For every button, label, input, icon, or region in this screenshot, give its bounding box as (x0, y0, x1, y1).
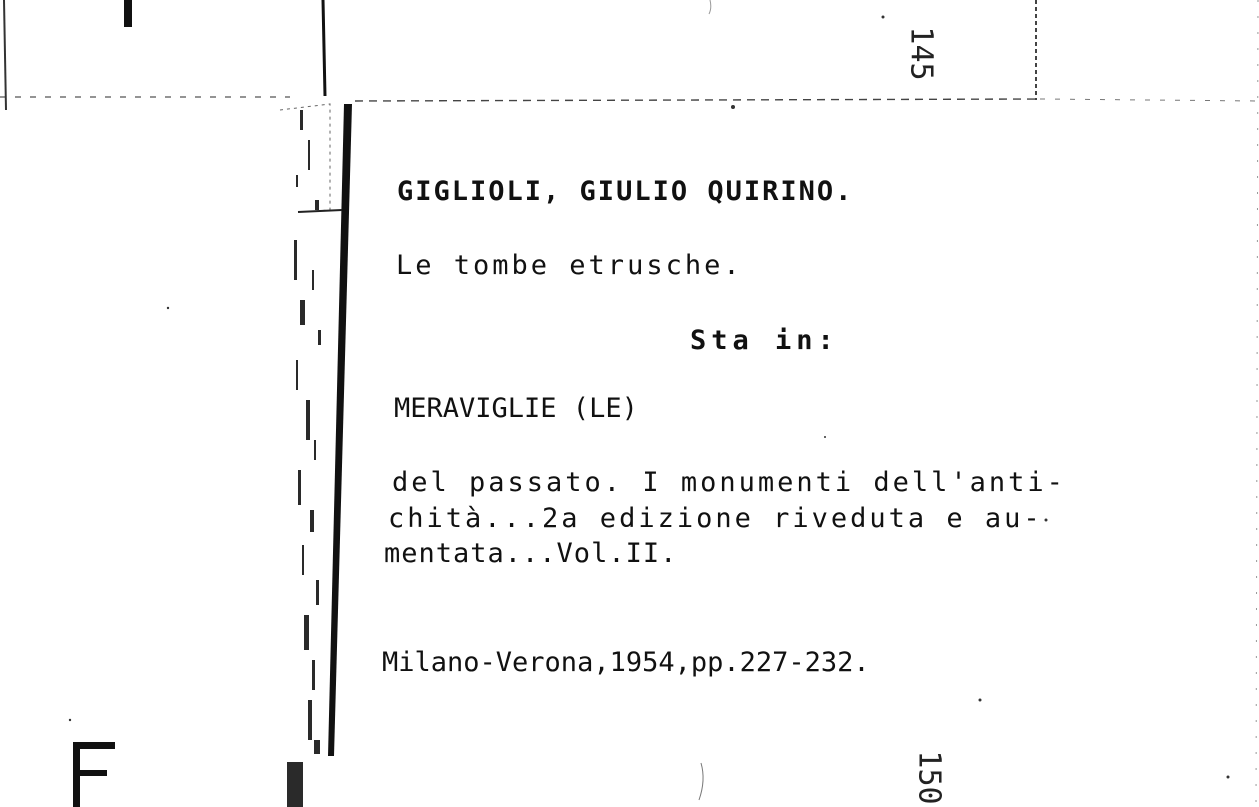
card-description-line: chità...2a edizione riveduta e au- (388, 503, 1043, 534)
card-title: Le tombe etrusche. (396, 250, 743, 281)
card-description-line: mentata...Vol.II. (384, 538, 678, 569)
margin-number-top: 145 (903, 26, 939, 81)
card-description-line: del passato. I monumenti dell'anti- (392, 467, 1066, 498)
card-author: GIGLIOLI, GIULIO QUIRINO. (397, 176, 854, 207)
card-series: MERAVIGLIE (LE) (394, 393, 638, 424)
margin-number-bottom: 150 (911, 750, 947, 805)
card-imprint: Milano-Verona,1954,pp.227-232. (382, 647, 870, 678)
card-in-label: Sta in: (690, 325, 839, 356)
corner-letter-mark (70, 740, 118, 807)
